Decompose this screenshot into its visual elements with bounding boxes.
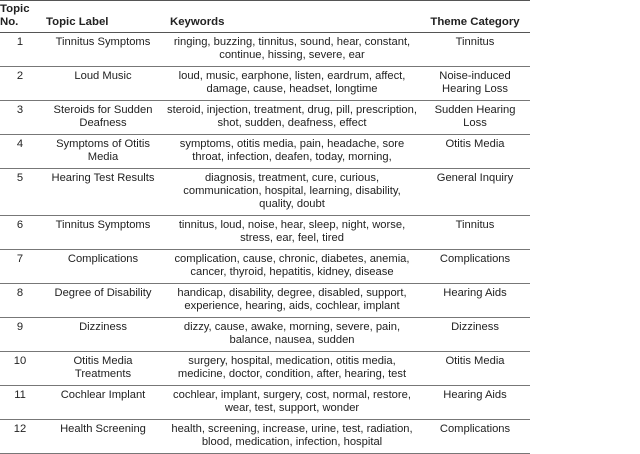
topic-keywords: diagnosis, treatment, cure, curious, communication, hospital, learning, disability, quality, doubt <box>164 169 420 216</box>
topic-label: Tinnitus Symptoms <box>42 216 164 250</box>
table-row <box>0 33 530 67</box>
topic-label: Complications <box>42 250 164 284</box>
topic-label: Health Screening <box>42 420 164 454</box>
topic-theme: General Inquiry <box>420 169 530 216</box>
table-row <box>0 386 530 420</box>
topic-no: 2 <box>0 67 42 101</box>
topic-keywords: tinnitus, loud, noise, hear, sleep, night, worse, stress, ear, feel, tired <box>164 216 420 250</box>
table-row <box>0 67 530 101</box>
topic-no: 6 <box>0 216 42 250</box>
header-row <box>0 1 530 33</box>
topic-no: 10 <box>0 352 42 386</box>
topic-keywords: ringing, buzzing, tinnitus, sound, hear, constant, continue, hissing, severe, ear <box>164 33 420 67</box>
topic-keywords: symptoms, otitis media, pain, headache, sore throat, infection, deafen, today, morning, <box>164 135 420 169</box>
header-topic-label: Topic Label <box>42 1 164 33</box>
topic-no: 9 <box>0 318 42 352</box>
table-body <box>0 33 530 454</box>
topic-label: Degree of Disability <box>42 284 164 318</box>
topic-label: Symptoms of Otitis Media <box>42 135 164 169</box>
topic-no: 1 <box>0 33 42 67</box>
topic-keywords: surgery, hospital, medication, otitis media, medicine, doctor, condition, after, hearing, test <box>164 352 420 386</box>
header-topic-no <box>0 1 42 33</box>
topic-no: 3 <box>0 101 42 135</box>
topic-label: Hearing Test Results <box>42 169 164 216</box>
header-topic-no-line1: Topic <box>0 3 30 15</box>
topic-no: 7 <box>0 250 42 284</box>
topic-no: 4 <box>0 135 42 169</box>
topic-keywords: steroid, injection, treatment, drug, pill, prescription, shot, sudden, deafness, effect <box>164 101 420 135</box>
topic-theme: Hearing Aids <box>420 386 530 420</box>
topic-label: Loud Music <box>42 67 164 101</box>
header-keywords: Keywords <box>164 1 420 33</box>
topic-keywords: dizzy, cause, awake, morning, severe, pain, balance, nausea, sudden <box>164 318 420 352</box>
table-row <box>0 284 530 318</box>
topic-theme: Complications <box>420 420 530 454</box>
table-row <box>0 169 530 216</box>
header-theme-category: Theme Category <box>420 1 530 33</box>
topic-keywords: health, screening, increase, urine, test, radiation, blood, medication, infection, hospital <box>164 420 420 454</box>
topic-theme: Hearing Aids <box>420 284 530 318</box>
table-row <box>0 101 530 135</box>
table-row <box>0 420 530 454</box>
header-topic-no-line2: No. <box>0 16 19 28</box>
topic-label: Tinnitus Symptoms <box>42 33 164 67</box>
table-row <box>0 250 530 284</box>
topic-label: Steroids for Sudden Deafness <box>42 101 164 135</box>
topic-label: Cochlear Implant <box>42 386 164 420</box>
topic-keywords: handicap, disability, degree, disabled, support, experience, hearing, aids, cochlear, implant <box>164 284 420 318</box>
topic-no: 8 <box>0 284 42 318</box>
table-header <box>0 1 530 33</box>
topic-label: Dizziness <box>42 318 164 352</box>
topic-theme: Tinnitus <box>420 216 530 250</box>
topic-keywords: loud, music, earphone, listen, eardrum, affect, damage, cause, headset, longtime <box>164 67 420 101</box>
table-row <box>0 352 530 386</box>
topic-theme: Otitis Media <box>420 135 530 169</box>
topic-theme: Otitis Media <box>420 352 530 386</box>
topic-theme: Noise-induced Hearing Loss <box>420 67 530 101</box>
topic-keywords: cochlear, implant, surgery, cost, normal, restore, wear, test, support, wonder <box>164 386 420 420</box>
topic-no: 5 <box>0 169 42 216</box>
topic-theme: Complications <box>420 250 530 284</box>
topic-theme: Tinnitus <box>420 33 530 67</box>
topic-theme: Dizziness <box>420 318 530 352</box>
table-row <box>0 318 530 352</box>
topic-theme: Sudden Hearing Loss <box>420 101 530 135</box>
topic-label: Otitis Media Treatments <box>42 352 164 386</box>
topic-no: 11 <box>0 386 42 420</box>
table-row <box>0 216 530 250</box>
table-row <box>0 135 530 169</box>
topic-no: 12 <box>0 420 42 454</box>
topic-keywords: complication, cause, chronic, diabetes, anemia, cancer, thyroid, hepatitis, kidney, disease <box>164 250 420 284</box>
